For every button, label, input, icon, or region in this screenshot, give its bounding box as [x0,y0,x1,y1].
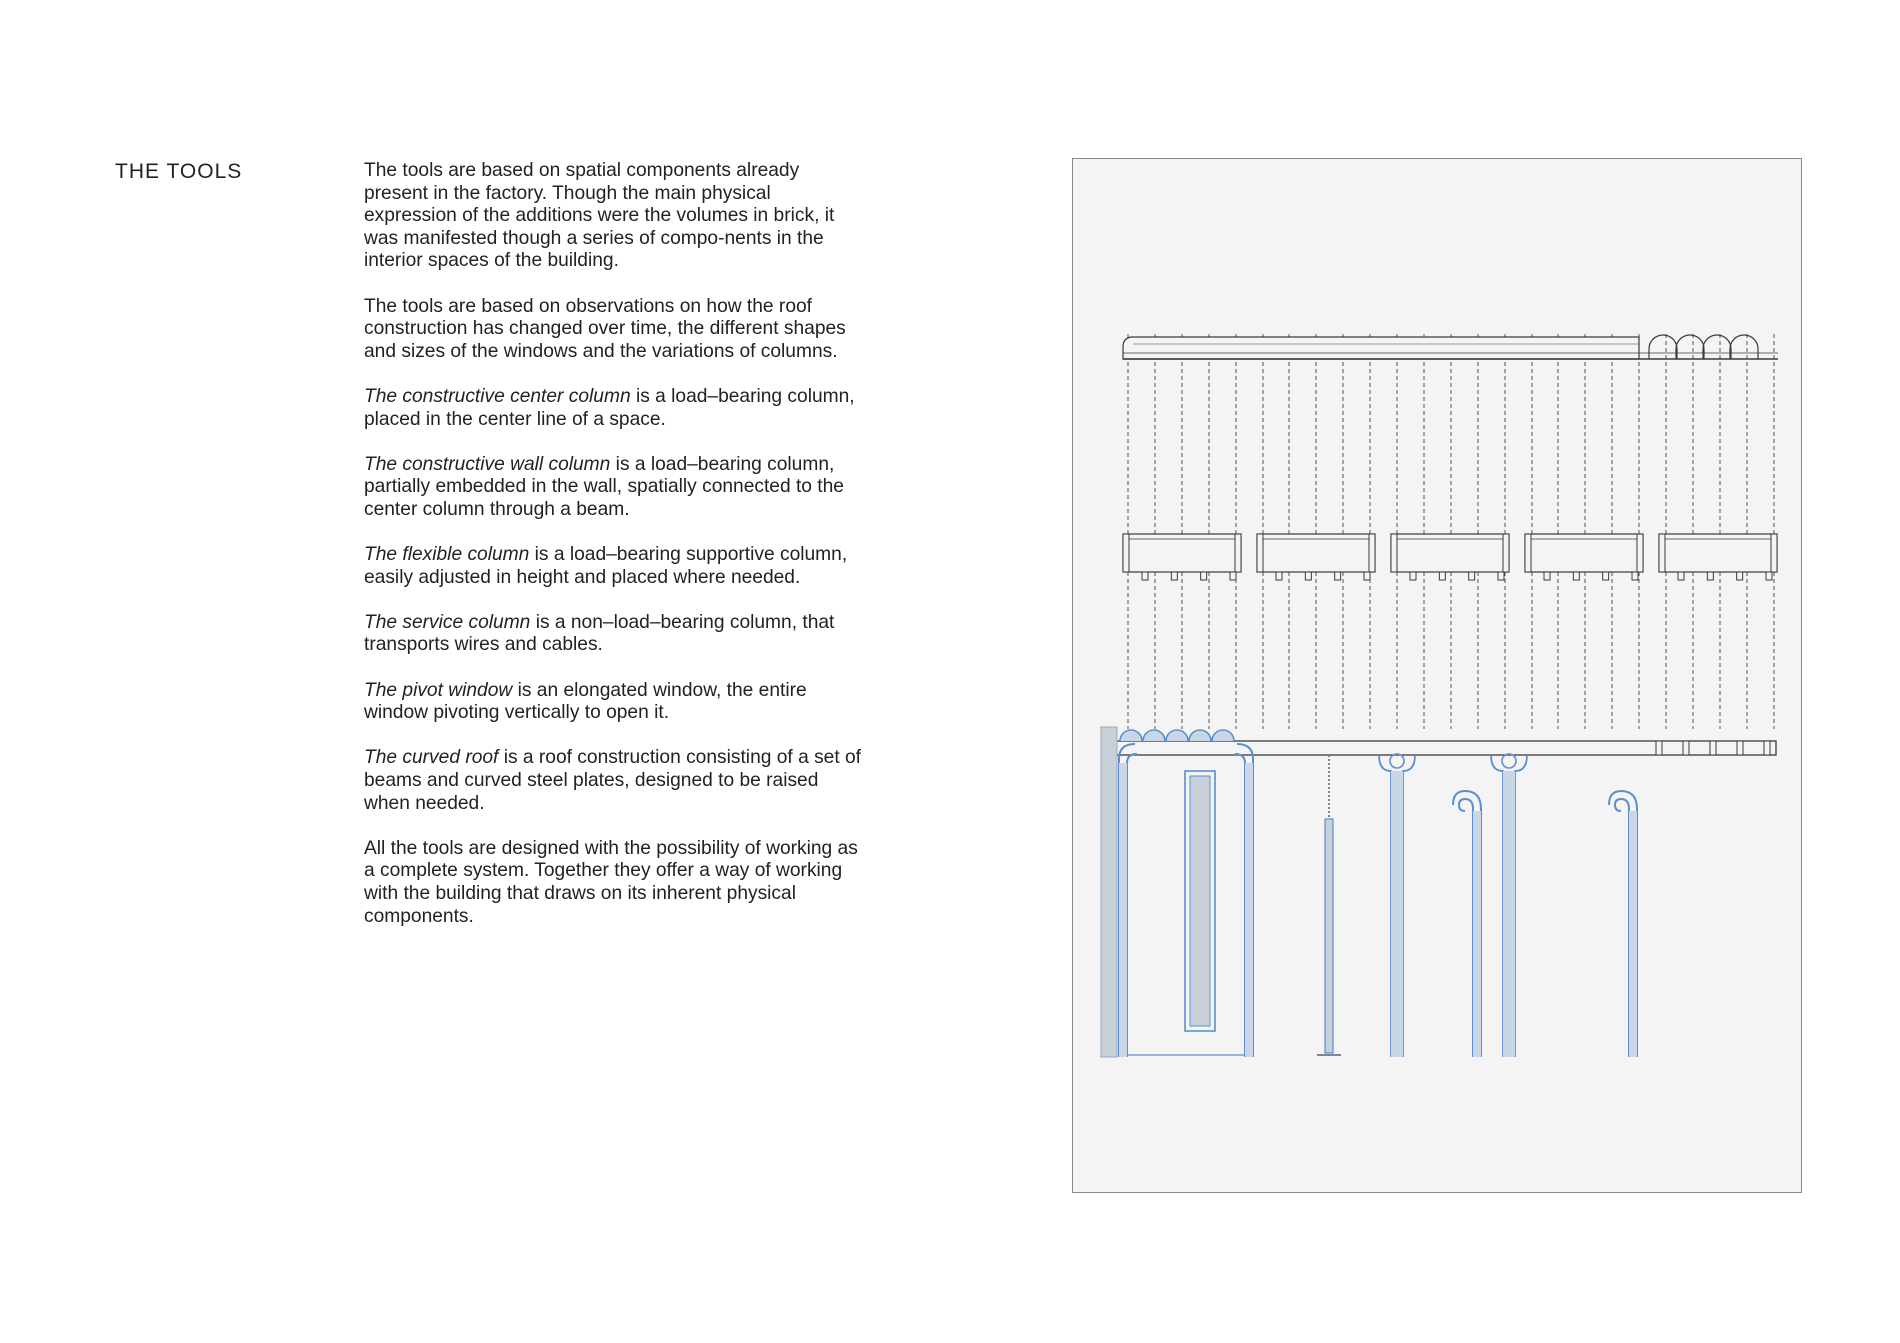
beam-bolt [1335,572,1341,580]
text-run: is a non–load–bearing column, that transports wires and cables. [364,611,835,656]
curved-roof-arch [1703,335,1731,359]
beam-bolt [1737,572,1743,580]
lower-beam [1111,741,1776,755]
beam-bolt [1439,572,1445,580]
text-run: is an elongated window, the entire window pivoting vertically to open it. [364,679,807,724]
beam-end-cap [1235,534,1241,572]
wall-column-fill [1119,763,1127,1057]
column-capital [1502,754,1516,768]
beam-bolt [1305,572,1311,580]
page-heading: THE TOOLS [115,160,243,183]
beam-bolt [1498,572,1504,580]
beam-group [1123,534,1241,572]
beam-bolt [1573,572,1579,580]
paragraph [364,544,864,589]
lower-beam-joint [1656,741,1662,755]
center-column-fill [1391,771,1403,1057]
beam-end-cap [1771,534,1777,572]
term-italic: The constructive center column [364,385,631,407]
beam-bolt [1544,572,1550,580]
curved-roof-arch [1676,335,1704,359]
curved-roof-arch [1649,335,1677,359]
text-run: is a load–bearing column, placed in the center line of a space. [364,385,855,430]
wall-column [1235,754,1245,1057]
beam-bolt [1469,572,1475,580]
beam-end-cap [1525,534,1531,572]
service-column-fill [1473,811,1481,1057]
term-italic: The service column [364,611,531,633]
beam-end-cap [1391,534,1397,572]
curved-roof-arch [1730,335,1758,359]
text-run: The tools are based on observations on how the roof construction has changed over time, the different shapes and sizes of the windows and the variations of columns. [364,295,846,362]
text-run: All the tools are designed with the possibility of working as a complete system. Together they offer a way of working with the building that draws on its inherent physical components. [364,837,858,927]
lower-beam-joint [1764,741,1770,755]
lower-beam-joint [1683,741,1689,755]
drawing-canvas [1073,159,1803,1194]
pivot-window-arc [1189,730,1211,741]
paragraph [364,612,864,657]
wall-panel [1101,727,1117,1057]
lower-beam-joint [1710,741,1716,755]
pivot-window-glass [1190,776,1210,1026]
beam-bolt [1678,572,1684,580]
body-text [364,160,864,951]
beam-end-cap [1659,534,1665,572]
paragraph [364,680,864,725]
flexible-column [1325,819,1333,1053]
text-run: is a load–bearing column, partially embedded in the wall, spatially connected to the center column through a beam. [364,453,844,520]
beam-end-cap [1503,534,1509,572]
beam-bolt [1603,572,1609,580]
exploded-axonometric-drawing [1072,158,1802,1193]
beam-bolt [1230,572,1236,580]
beam-end-cap [1369,534,1375,572]
beam-bolt [1364,572,1370,580]
pivot-window-arc [1212,730,1234,741]
service-column [1615,799,1629,1057]
paragraph [364,160,864,273]
term-italic: The flexible column [364,544,530,566]
column-capital [1390,754,1404,768]
wall-column-fill [1245,763,1253,1057]
beam-bolt [1766,572,1772,580]
paragraph [364,838,864,928]
service-column-fill [1629,811,1637,1057]
beam-group [1525,534,1643,572]
beam-group [1391,534,1509,572]
paragraph [364,386,864,431]
pivot-window-arc [1143,730,1165,741]
beam-bolt [1201,572,1207,580]
service-column [1459,799,1473,1057]
text-run: The tools are based on spatial components already present in the factory. Though the main physical expression of the additions were the volumes in brick, it was manifested though a series of compo-nents in the interior spaces of the building. [364,160,835,272]
term-italic: The constructive wall column [364,453,611,475]
beam-end-cap [1637,534,1643,572]
term-italic: The pivot window [364,679,513,701]
beam-group [1257,534,1375,572]
text-run: is a load–bearing supportive column, easily adjusted in height and placed where needed. [364,544,848,588]
beam-bolt [1276,572,1282,580]
term-italic: The curved roof [364,747,499,769]
wall-column [1127,754,1137,1057]
beam-group [1659,534,1777,572]
text-run: is a roof construction consisting of a set of beams and curved steel plates, designed to be raised when needed. [364,747,862,814]
roof-slab [1123,337,1639,359]
beam-bolt [1142,572,1148,580]
beam-bolt [1171,572,1177,580]
center-column-fill [1503,771,1515,1057]
paragraph [364,747,864,815]
paragraph [364,296,864,364]
pivot-window-arc [1166,730,1188,741]
beam-bolt [1410,572,1416,580]
pivot-window-arc [1120,730,1142,741]
beam-end-cap [1257,534,1263,572]
beam-bolt [1632,572,1638,580]
beam-bolt [1707,572,1713,580]
lower-beam-joint [1737,741,1743,755]
beam-end-cap [1123,534,1129,572]
paragraph [364,454,864,522]
